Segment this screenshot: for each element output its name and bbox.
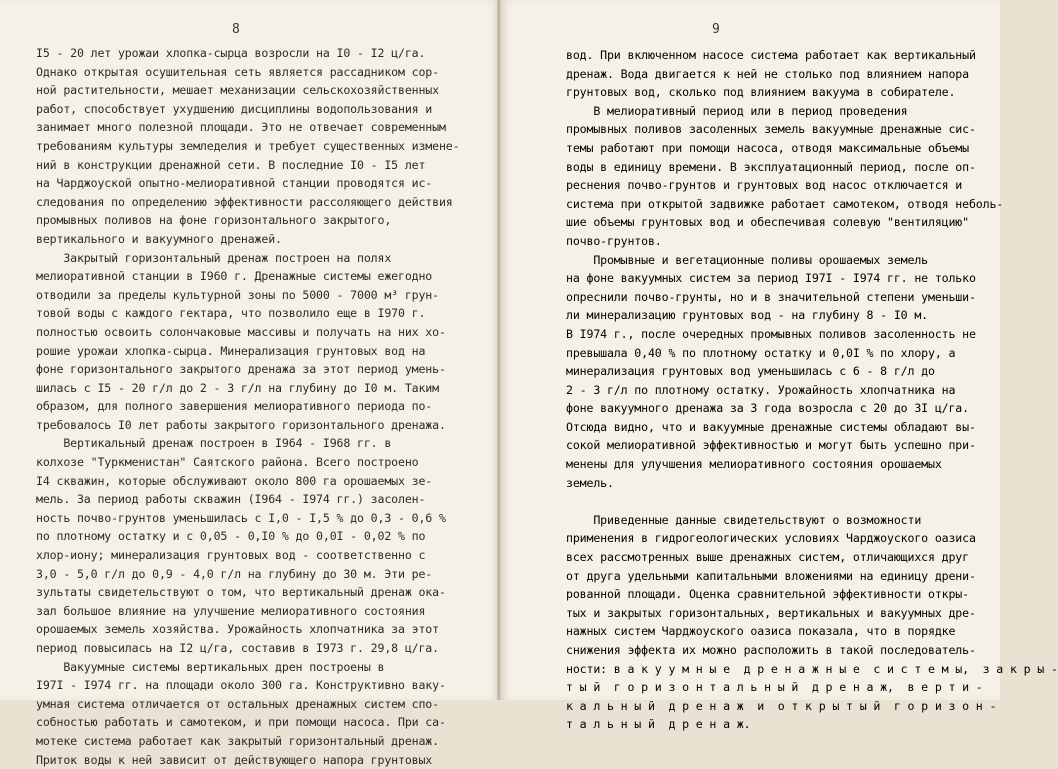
text-line: вертикального и вакуумного дренажей.: [36, 231, 282, 246]
text-line: темы работают при помощи насоса, отводя максимальные объемы: [566, 140, 969, 155]
text-line: занимает много полезной площади. Это не отвечает современным: [36, 120, 446, 135]
text-line: зультаты свидетельствуют о том, что вертикальный дренаж ока-: [36, 585, 446, 600]
text-line: Промывные и вегетационные поливы орошаемых земель: [566, 252, 928, 267]
text-line: полностью освоить солончаковые массивы и получать на них хо-: [36, 324, 446, 339]
text-line: требованиям культуры земледелия и требует существенных измене-: [36, 138, 460, 153]
text-line: колхозе "Туркменистан" Саятского района. Всего построено: [36, 455, 419, 470]
text-line: применения в гидрогеологических условиях Чарджоуского оазиса: [566, 531, 976, 546]
text-line: т ы й г о р и з о н т а л ь н ы й д р е н а ж, в е р т и -: [566, 680, 983, 695]
text-line: опреснили почво-грунты, но и в значительной степени уменьши-: [566, 289, 976, 304]
text-line: требовалось I0 лет работы закрытого горизонтального дренажа.: [36, 417, 446, 432]
page-text: [566, 46, 1058, 734]
text-line: от друга удельными капитальными вложениями на единицу дрени-: [566, 568, 976, 583]
text-line: В I974 г., после очередных промывных поливов засоленность не: [566, 326, 976, 341]
text-line: ний в конструкции дренажной сети. В последние I0 - I5 лет: [36, 157, 426, 172]
text-line: воды в единицу времени. В эксплуатационный период, после оп-: [566, 159, 976, 174]
text-line: рованной площади. Оценка сравнительной эффективности откры-: [566, 587, 969, 602]
text-line: вод. При включенном насосе система работает как вертикальный: [566, 48, 976, 62]
text-line: реснения почво-грунтов и грунтовых вод насос отключается и: [566, 178, 963, 193]
text-line: земель.: [566, 475, 614, 490]
text-line: промывных поливов на фоне горизонтального закрытого,: [36, 213, 392, 228]
text-line: всех рассмотренных выше дренажных систем, отличающихся друг: [566, 550, 969, 565]
text-line: Вертикальный дренаж построен в I964 - I968 гг. в: [36, 436, 392, 451]
text-line: отводили за пределы культурной зоны по 5000 - 7000 м³ грун-: [36, 287, 439, 302]
text-line: менены для улучшения мелиоративного состояния орошаемых: [566, 457, 942, 472]
text-line: тых и закрытых горизонтальных, вертикальных и вакуумных дре-: [566, 605, 976, 620]
text-line: работ, способствует ухудшению дисциплины водопользования и: [36, 101, 433, 116]
text-line: Однако открытая осушительная сеть является рассадником сор-: [36, 64, 439, 79]
text-line: Закрытый горизонтальный дренаж построен на полях: [36, 250, 392, 265]
text-line: период повысилась на I2 ц/га, составив в I973 г. 29,8 ц/га.: [36, 641, 439, 655]
text-line: шилась с I5 - 20 г/л до 2 - 3 г/л на глубину до I0 м. Таким: [36, 380, 439, 395]
text-line: сокой мелиоративной эффективностью и могут быть успешно при-: [566, 438, 976, 453]
text-line: фоне горизонтального закрытого дренажа за этот период умень-: [36, 362, 446, 377]
text-line: ности: в а к у у м н ы е д р е н а ж н ы е с и с т е м ы, з а к р ы -: [566, 661, 1058, 676]
text-line: система при открытой задвижке работает самотеком, отводя неболь-: [566, 196, 1004, 211]
text-line: мель. За период работы скважин (I964 - I974 гг.) засолен-: [36, 492, 426, 507]
text-line: на фоне вакуумных систем за период I97I - I974 гг. не только: [566, 271, 976, 286]
text-line: I5 - 20 лет урожаи хлопка-сырца возросли на I0 - I2 ц/га.: [36, 46, 426, 60]
text-line: мотеке система работает как закрытый горизонтальный дренаж.: [36, 733, 439, 748]
text-line: следования по определению эффективности рассоляющего действия: [36, 194, 453, 209]
text-line: Приведенные данные свидетельствуют о возможности: [566, 512, 922, 527]
text-line: снижения эффекта их можно расположить в такой последователь-: [566, 643, 976, 657]
text-line: на Чарджоуской опытно-мелиоративной станции проводятся ис-: [36, 176, 433, 191]
text-line: грунтовых вод, сколько под влиянием вакуума в собирателе.: [566, 85, 956, 100]
text-line: по плотному остатку и с 0,05 - 0,I0 % до 0,0I - 0,02 % по: [36, 529, 426, 544]
text-line: рошие урожаи хлопка-сырца. Минерализация грунтовых вод на: [36, 343, 426, 358]
text-line: I4 скважин, которые обслуживают около 800 га орошаемых зе-: [36, 473, 433, 488]
text-line: почво-грунтов.: [566, 233, 662, 248]
text-line: товой воды с каждого гектара, что позволило еще в I970 г.: [36, 306, 426, 321]
text-line: Приток воды к ней зависит от действующего напора грунтовых: [36, 752, 433, 767]
text-line: Вакуумные системы вертикальных дрен построены в: [36, 659, 385, 674]
left-page: [0, 0, 500, 767]
text-line: хлор-иону; минерализация грунтовых вод - соответственно с: [36, 548, 426, 563]
text-line: фоне вакуумного дренажа за 3 года возросла с 20 до 3I ц/га.: [566, 401, 969, 416]
text-line: зал большое влияние на улучшение мелиоративного состояния: [36, 603, 426, 618]
text-line: собностью работать и самотеком, и при помощи насоса. При са-: [36, 715, 446, 730]
page-text: [36, 44, 459, 769]
page-number: 9: [712, 22, 720, 37]
text-line: ной растительности, мешает механизации сельскохозяйственных: [36, 83, 439, 98]
text-line: нажных систем Чарджоуского оазиса показала, что в порядке: [566, 624, 956, 639]
text-line: ность почво-грунтов уменьшилась с I,0 - I,5 % до 0,3 - 0,6 %: [36, 510, 446, 525]
text-line: промывных поливов засоленных земель вакуумные дренажные сис-: [566, 122, 976, 137]
text-line: к а л ь н ы й д р е н а ж и о т к р ы т ы й г о р и з о н -: [566, 698, 997, 713]
text-line: 3,0 - 5,0 г/л до 0,9 - 4,0 г/л на глубину до 30 м. Эти ре-: [36, 566, 433, 581]
text-line: I97I - I974 гг. на площади около 300 га. Конструктивно ваку-: [36, 678, 446, 693]
text-line: В мелиоративный период или в период проведения: [566, 103, 908, 118]
text-line: 2 - 3 г/л по плотному остатку. Урожайность хлопчатника на: [566, 382, 956, 397]
text-line: минерализация грунтовых вод уменьшилась с 6 - 8 г/л до: [566, 364, 935, 379]
text-line: умная система отличается от остальных дренажных систем спо-: [36, 696, 439, 711]
text-line: Отсюда видно, что и вакуумные дренажные системы обладают вы-: [566, 419, 976, 434]
text-line: превышала 0,40 % по плотному остатку и 0,0I % по хлору, а: [566, 345, 956, 360]
text-line: шие объемы грунтовых вод и обеспечивая солевую "вентиляцию": [566, 215, 969, 230]
text-line: [566, 492, 1058, 511]
text-line: образом, для полного завершения мелиоративного периода по-: [36, 399, 433, 414]
text-line: мелиоративной станции в I960 г. Дренажные системы ежегодно: [36, 269, 433, 284]
text-line: ли минерализацию грунтовых вод - на глубину 8 - I0 м.: [566, 308, 928, 323]
page-number: 8: [232, 22, 240, 37]
text-line: орошаемых земель хозяйства. Урожайность хлопчатника за этот: [36, 622, 439, 637]
text-line: т а л ь н ы й д р е н а ж.: [566, 717, 751, 732]
text-line: дренаж. Вода двигается к ней не столько под влиянием напора: [566, 66, 969, 81]
